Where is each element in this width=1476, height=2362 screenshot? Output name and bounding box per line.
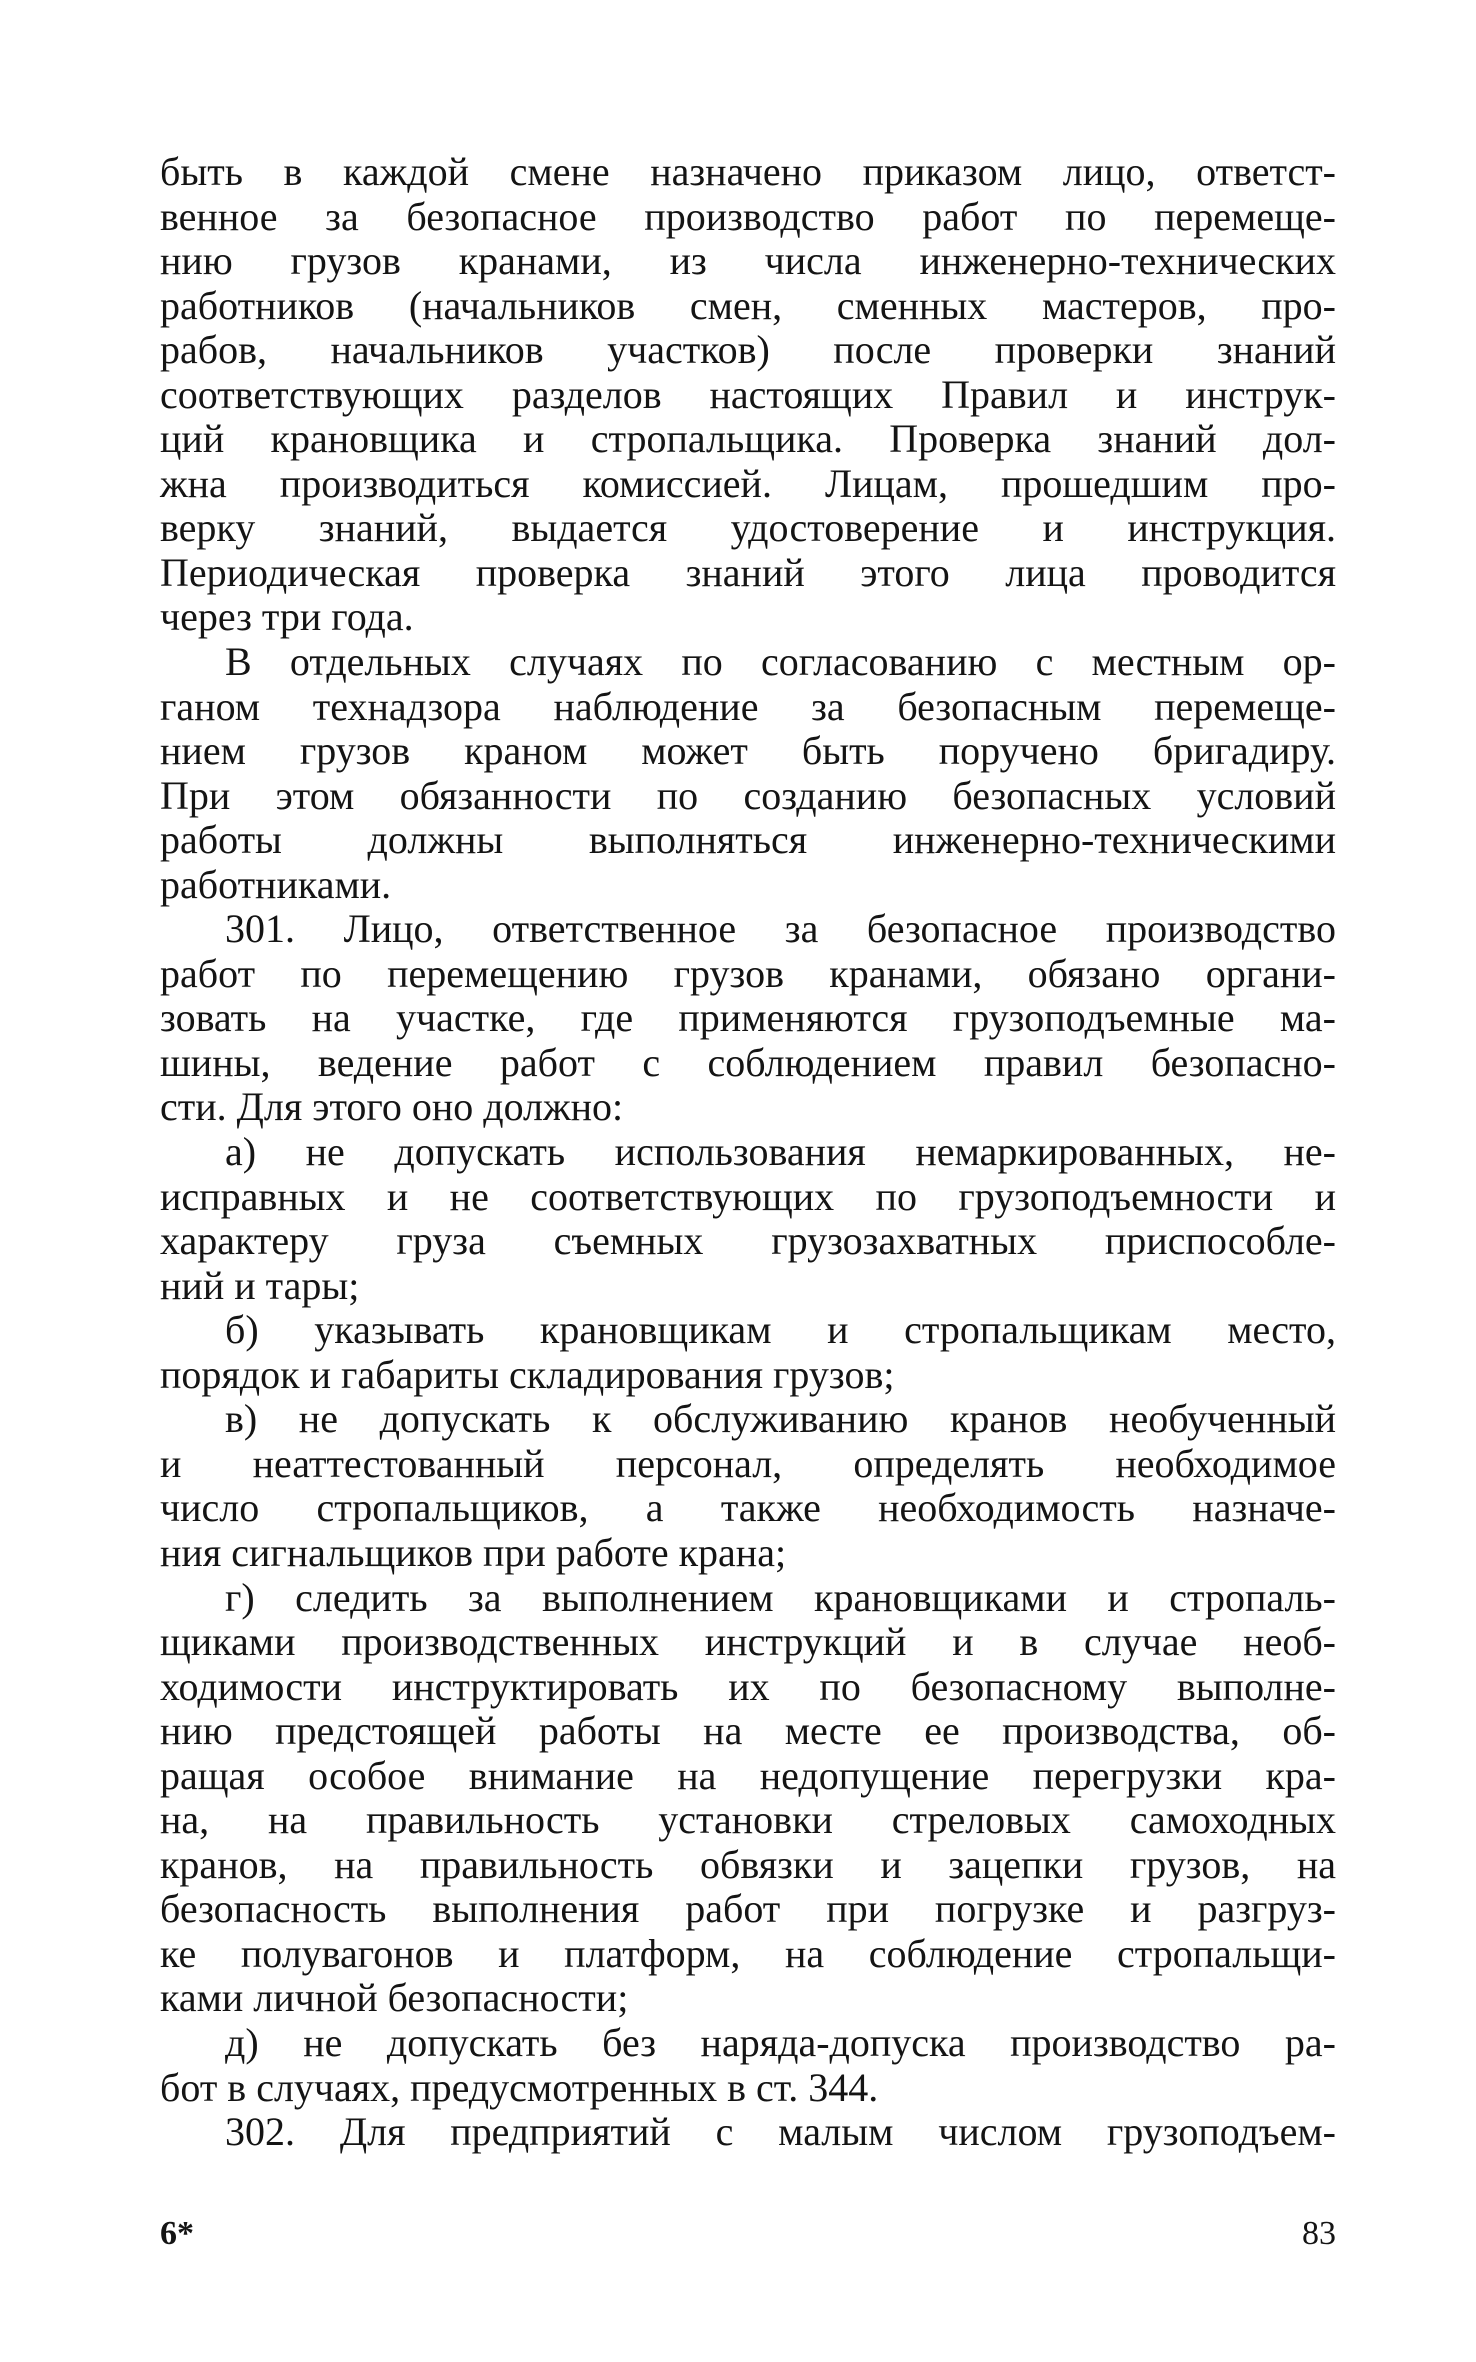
text-line: щиками производственных инструкций и в случае необ- — [160, 1619, 1336, 1665]
text-line: б) указывать крановщикам и стропальщикам место, — [225, 1307, 1336, 1353]
text-line: а) не допускать использования немаркированных, не- — [225, 1129, 1336, 1175]
text-line: г) следить за выполнением крановщиками и стропаль- — [225, 1574, 1336, 1620]
text-line: безопасность выполнения работ при погрузке и разгруз- — [160, 1886, 1336, 1932]
text-line: ращая особое внимание на недопущение перегрузки кра- — [160, 1752, 1336, 1798]
text-line: нию грузов кранами, из числа инженерно-технических — [160, 238, 1336, 284]
page-body — [160, 150, 1336, 2155]
text-line: шины, ведение работ с соблюдением правил безопасно- — [160, 1039, 1336, 1085]
text-line: порядок и габариты складирования грузов; — [160, 1351, 895, 1397]
paragraph-item-a — [160, 1130, 1336, 1308]
text-line: венное за безопасное производство работ по перемеще- — [160, 193, 1336, 239]
paragraph-item-b — [160, 1308, 1336, 1397]
text-line: ками личной безопасности; — [160, 1975, 629, 2021]
text-line: работ по перемещению грузов кранами, обязано органи- — [160, 950, 1336, 996]
text-line: через три года. — [160, 594, 414, 640]
paragraph-301 — [160, 907, 1336, 1130]
page-number: 83 — [1302, 2215, 1336, 2252]
text-line: д) не допускать без наряда-допуска производство ра- — [225, 2019, 1336, 2065]
text-line: При этом обязанности по созданию безопасных условий — [160, 772, 1336, 818]
text-line: Периодическая проверка знаний этого лица проводится — [160, 549, 1336, 595]
text-line: рабов, начальников участков) после проверки знаний — [160, 327, 1336, 373]
text-line: ций крановщика и стропальщика. Проверка знаний дол- — [160, 416, 1336, 462]
text-line: нию предстоящей работы на месте ее производства, об- — [160, 1708, 1336, 1754]
text-line: работы должны выполняться инженерно-техническими — [160, 817, 1336, 863]
text-line: кранов, на правильность обвязки и зацепки грузов, на — [160, 1841, 1336, 1887]
text-line: число стропальщиков, а также необходимость назначе- — [160, 1485, 1336, 1531]
paragraph-technadzor — [160, 640, 1336, 907]
text-line: соответствующих разделов настоящих Правил и инструк- — [160, 371, 1336, 417]
text-line: сти. Для этого оно должно: — [160, 1084, 624, 1130]
text-line: В отдельных случаях по согласованию с местным ор- — [225, 639, 1336, 685]
text-line: работниками. — [160, 861, 392, 907]
text-line: на, на правильность установки стреловых самоходных — [160, 1797, 1336, 1843]
text-line: 302. Для предприятий с малым числом грузоподъем- — [225, 2109, 1336, 2155]
text-line: бот в случаях, предусмотренных в ст. 344. — [160, 2064, 879, 2110]
paragraph-item-v — [160, 1397, 1336, 1575]
page-footer — [160, 2215, 1336, 2265]
text-line: 301. Лицо, ответственное за безопасное производство — [225, 906, 1336, 952]
text-line: ходимости инструктировать их по безопасному выполне- — [160, 1663, 1336, 1709]
text-line: верку знаний, выдается удостоверение и инструкция. — [160, 505, 1336, 551]
paragraph-302 — [160, 2110, 1336, 2155]
text-line: ке полувагонов и платформ, на соблюдение стропальщи- — [160, 1930, 1336, 1976]
signature-mark: 6* — [160, 2215, 194, 2252]
text-line: быть в каждой смене назначено приказом лицо, ответст- — [160, 149, 1336, 194]
paragraph-continuation — [160, 150, 1336, 640]
text-line: работников (начальников смен, сменных мастеров, про- — [160, 282, 1336, 328]
text-line: ний и тары; — [160, 1262, 360, 1308]
text-line: характеру груза съемных грузозахватных приспособле- — [160, 1218, 1336, 1264]
text-line: нием грузов краном может быть поручено бригадиру. — [160, 728, 1336, 774]
text-line: и неаттестованный персонал, определять необходимое — [160, 1440, 1336, 1486]
text-line: в) не допускать к обслуживанию кранов необученный — [225, 1396, 1336, 1442]
text-line: ганом технадзора наблюдение за безопасным перемеще- — [160, 683, 1336, 729]
text-line: ния сигнальщиков при работе крана; — [160, 1529, 787, 1575]
paragraph-item-d — [160, 2021, 1336, 2110]
text-line: жна производиться комиссией. Лицам, прошедшим про- — [160, 460, 1336, 506]
paragraph-item-g — [160, 1576, 1336, 2021]
text-line: исправных и не соответствующих по грузоподъемности и — [160, 1173, 1336, 1219]
text-line: зовать на участке, где применяются грузоподъемные ма- — [160, 995, 1336, 1041]
